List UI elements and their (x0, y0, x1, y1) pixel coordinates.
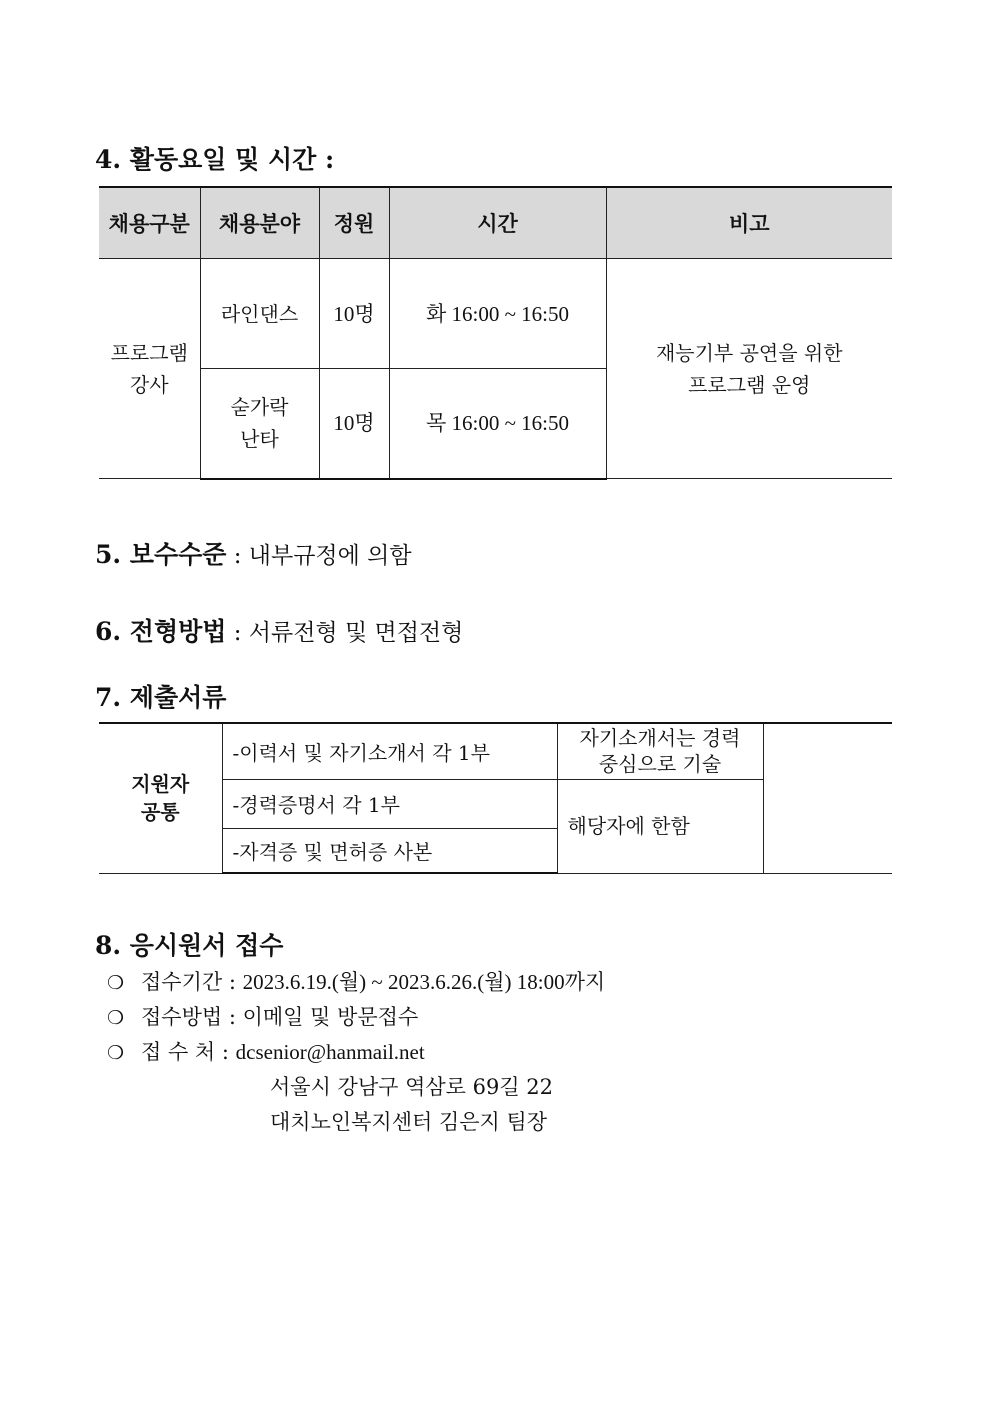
doc-cell: -자격증 및 면허증 사본 (222, 828, 557, 873)
field-cell: 숟가락 난타 (200, 369, 319, 479)
section-5-value: : 내부규정에 의함 (226, 543, 412, 569)
category-cell: 프로그램 강사 (99, 259, 200, 479)
circle-bullet-icon: ❍ (107, 1042, 125, 1064)
header-remark: 비고 (606, 187, 892, 259)
list-item (107, 966, 605, 996)
item-value: 이메일 및 방문접수 (242, 1005, 419, 1029)
item-value: 2023.6.19.(월) ~ 2023.6.26.(월) 18:00까지 (242, 970, 606, 994)
table-row (99, 259, 892, 369)
circle-bullet-icon: ❍ (107, 1007, 125, 1029)
item-sep: : (215, 1040, 236, 1064)
email-address: dcsenior@hanmail.net (235, 1040, 425, 1064)
doc-cell: -이력서 및 자기소개서 각 1부 (222, 723, 557, 779)
circle-bullet-icon: ❍ (107, 972, 125, 994)
activity-schedule-table (99, 186, 892, 480)
section-8-title: 8. 응시원서 접수 (95, 931, 284, 960)
field-cell: 라인댄스 (200, 259, 319, 369)
doc-cell: -경력증명서 각 1부 (222, 779, 557, 828)
table-row (99, 723, 892, 779)
note-cell: 자기소개서는 경력 중심으로 기술 (557, 723, 763, 779)
section-6-value: : 서류전형 및 면접전형 (226, 620, 464, 646)
item-label: 접수방법 (141, 1005, 223, 1029)
list-item (107, 1001, 418, 1031)
item-sep: : (222, 970, 243, 994)
table-header-row (99, 187, 892, 259)
address-line: 서울시 강남구 역삼로 69길 22 (270, 1075, 554, 1099)
section-7-title: 7. 제출서류 (95, 683, 227, 712)
note-cell: 해당자에 한함 (557, 779, 763, 873)
contact-line: 대치노인복지센터 김은지 팀장 (270, 1110, 548, 1134)
header-time: 시간 (389, 187, 606, 259)
header-field: 채용분야 (200, 187, 319, 259)
count-cell: 10명 (319, 369, 389, 479)
section-6-heading: 6. 전형방법 (95, 617, 227, 646)
item-sep: : (222, 1005, 243, 1029)
section-5-heading: 5. 보수수준 (95, 540, 227, 569)
header-category: 채용구분 (99, 187, 200, 259)
remark-cell: 재능기부 공연을 위한 프로그램 운영 (606, 259, 892, 479)
item-label: 접 수 처 (141, 1040, 216, 1064)
section-4-title: 4. 활동요일 및 시간 : (95, 145, 335, 174)
time-cell: 화 16:00 ~ 16:50 (389, 259, 606, 369)
header-count: 정원 (319, 187, 389, 259)
section-6-title (95, 612, 463, 648)
group-cell: 지원자 공통 (99, 723, 222, 873)
section-5-title (95, 535, 412, 571)
empty-cell (763, 723, 892, 873)
list-item (107, 1036, 425, 1066)
item-label: 접수기간 (141, 970, 223, 994)
count-cell: 10명 (319, 259, 389, 369)
time-cell: 목 16:00 ~ 16:50 (389, 369, 606, 479)
documents-table (99, 722, 892, 874)
